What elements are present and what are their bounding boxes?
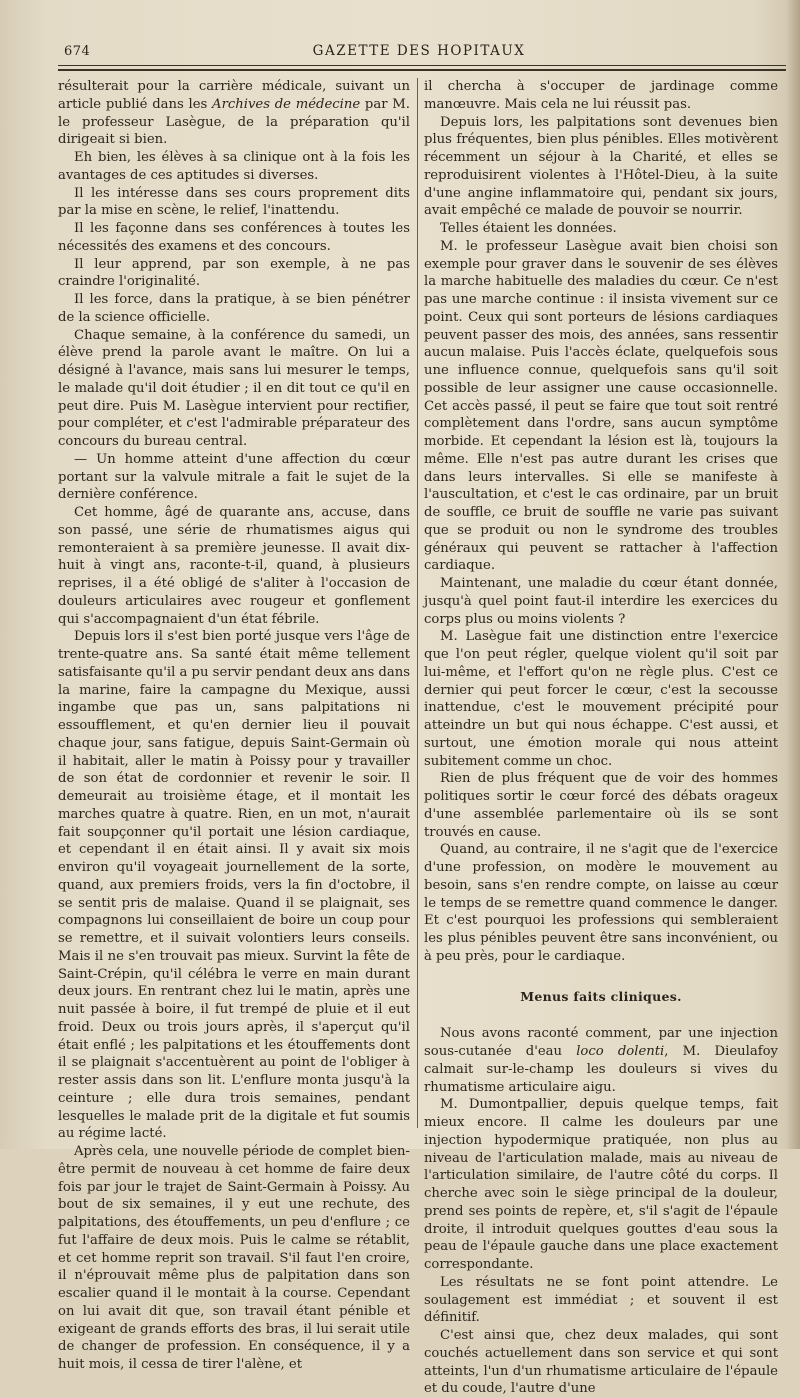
left-paragraph: Eh bien, les élèves à sa clinique ont à la fois les avantages de ces aptitudes si diverses.	[58, 150, 410, 183]
right-paragraph	[424, 1025, 778, 1096]
right-paragraph: Depuis lors, les palpitations sont devenues bien plus fréquentes, bien plus pénibles. Elles motivèrent récemment un séjour à la Charité, et elles se reproduisirent violentes à l'Hôtel-Dieu, à la suite d'une angine inflammatoire qui, pendant six jours, avait empêché ce malade de pouvoir se nourrir.	[424, 114, 778, 219]
paragraph-text: Nous avons raconté comment, par une injection sous-cutanée d'eau	[424, 1026, 778, 1059]
left-paragraph: Il les intéresse dans ses cours proprement dits par la mise en scène, le relief, l'inattendu.	[58, 185, 410, 219]
right-paragraph: Telles étaient les données.	[440, 221, 617, 236]
italic-phrase: loco dolenti	[576, 1044, 665, 1059]
left-paragraph: Après cela, une nouvelle période de complet bien-être permit de nouveau à cet homme de faire deux fois par jour le trajet de Saint-Germain à Poissy. Au bout de six semaines, il y eut une rechute, des palpitations, des étouffements, un peu d'enflure ; ce fut l'affaire de deux mois. Puis le calme se rétablit, et cet homme reprit son travail. S'il faut l'en croire, il n'éprouvait même plus de palpitation dans son escalier quand il le montait à la course. Cependant on lui avait dit que, son travail étant pénible et exigeant de grands efforts des bras, il lui serait utile de changer de profession. En conséquence, il y a huit mois, il cessa de tirer l'alène, et	[58, 1144, 410, 1372]
left-paragraph: Cet homme, âgé de quarante ans, accuse, dans son passé, une série de rhumatismes aigus qui remonteraient à sa première jeunesse. Il avait dix-huit à vingt ans, raconte-t-il, quand, à plusieurs reprises, il a été obligé de s'aliter à l'occasion de douleurs articulaires avec rougeur et gonflement qui s'accompagnaient d'un état fébrile.	[58, 505, 410, 627]
left-paragraph: Il les façonne dans ses conférences à toutes les nécessités des examens et des concours.	[58, 221, 410, 254]
left-paragraph: Il leur apprend, par son exemple, à ne pas craindre l'originalité.	[58, 256, 410, 290]
right-paragraph: M. Lasègue fait une distinction entre l'exercice que l'on peut régler, quelque violent qu'il soit par lui-même, et l'effort qu'on ne règle plus. C'est ce dernier qui peut forcer le cœur, c'est la secousse inattendue, c'est le mouvement précipité pour atteindre un but qui nous échappe. C'est aussi, et surtout, une émotion morale qui nous atteint subitement comme un choc.	[424, 629, 778, 769]
header-rule-thick	[58, 69, 786, 71]
right-paragraph: M. le professeur Lasègue avait bien choisi son exemple pour graver dans le souvenir de ses élèves la marche habituelle des maladies du cœur. Ce n'est pas une marche continue : il insista vivement sur ce point. Ceux qui sont porteurs de lésions cardiaques peuvent passer des mois, des années, sans ressentir aucun malaise. Puis l'accès éclate, quelquefois sous une influence connue, quelquefois sans qu'il soit possible de leur assigner une cause occasionnelle. Cet accès passé, il peut se faire que tout soit rentré complètement dans l'ordre, sans aucun symptôme morbide. Et cependant la lésion est là, toujours la même. Elle n'est pas autre durant les crises que dans leurs intervalles. Si elle se manifeste à l'auscultation, et c'est le cas ordinaire, par un bruit de souffle, ce bruit de souffle ne varie pas suivant que se produit ou non le syndrome des troubles généraux qui peuvent se rattacher à l'affection cardiaque.	[424, 238, 778, 574]
right-paragraph: C'est ainsi que, chez deux malades, qui sont couchés actuellement dans son service et qui sont atteints, l'un d'un rhumatisme articulaire de l'épaule et du coude, l'autre d'une	[424, 1328, 778, 1397]
left-column	[58, 78, 410, 1374]
page-header	[58, 40, 780, 62]
right-paragraph: Quand, au contraire, il ne s'agit que de l'exercice d'une profession, on modère le mouvement au besoin, sans s'en rendre compte, on laisse au cœur le temps de se remettre quand commence le danger. Et c'est pourquoi les professions qui sembleraient les plus pénibles peuvent être sans inconvénient, ou à peu près, pour le cardiaque.	[424, 842, 778, 964]
right-paragraph: Les résultats ne se font point attendre. Le soulagement est immédiat ; et souvent il est définitif.	[424, 1274, 778, 1326]
left-paragraph: résulterait pour la carrière médicale, suivant un article publié dans les Archives de médecine par M. le professeur Lasègue, de la préparation qu'il dirigeait si bien.	[58, 79, 410, 148]
left-paragraph: — Un homme atteint d'une affection du cœur portant sur la valvule mitrale a fait le sujet de la dernière conférence.	[58, 451, 410, 503]
right-paragraph: il chercha à s'occuper de jardinage comme manœuvre. Mais cela ne lui réussit pas.	[424, 79, 778, 112]
column-divider	[417, 78, 418, 1128]
paragraph-text: , M. Dieulafoy calmait sur-le-champ les douleurs si vives du rhumatisme articulaire aigu.	[424, 1044, 778, 1095]
journal-title: GAZETTE DES HOPITAUX	[312, 43, 526, 59]
page-edge-shadow	[786, 0, 800, 1149]
right-column	[424, 78, 778, 1398]
page-number: 674	[64, 44, 91, 59]
left-paragraph: Il les force, dans la pratique, à se bien pénétrer de la science officielle.	[58, 292, 410, 325]
right-paragraph: Maintenant, une maladie du cœur étant donnée, jusqu'à quel point faut-il interdire les exercices du corps plus ou moins violents ?	[424, 576, 778, 627]
left-paragraph: Depuis lors il s'est bien porté jusque vers l'âge de trente-quatre ans. Sa santé était même tellement satisfaisante qu'il a pu servir pendant deux ans dans la marine, faire la campagne du Mexique, aussi ingambe que pas un, sans palpitations ni essoufflement, et qu'en dernier lieu il pouvait chaque jour, sans fatigue, depuis Saint-Germain où il habitait, aller le matin à Poissy pour y travailler de son état de cordonnier et revenir le soir. Il demeurait au troisième étage, et il montait les marches quatre à quatre. Rien, en un mot, n'aurait fait soupçonner qu'il portait une lésion cardiaque, et cependant il en était ainsi. Il y avait six mois environ qu'il voyageait journellement de la sorte, quand, aux premiers froids, vers la fin d'octobre, il se sentit pris de malaise. Quand il se plaignait, ses compagnons lui conseillaient de boire un coup pour se remettre, et il suivait volontiers leurs conseils. Mais il ne s'en trouvait pas mieux. Survint la fête de Saint-Crépin, qu'il célébra le verre en main durant deux jours. En rentrant chez lui le matin, après une nuit passée à boire, il fut trempé de pluie et il eut froid. Deux ou trois jours après, il s'aperçut qu'il était enflé ; les palpitations et les étouffements dont il se plaignait s'accentuèrent au point de l'obliger à rester assis dans son lit. L'enflure monta jusqu'à la ceinture ; elle dura trois semaines, pendant lesquelles le malade prit de la digitale et fut soumis au régime lacté.	[58, 629, 410, 1142]
left-paragraph: Chaque semaine, à la conférence du samedi, un élève prend la parole avant le maître. On lui a désigné à l'avance, mais sans lui mesurer le temps, le malade qu'il doit étudier ; il en dit tout ce qu'il en peut dire. Puis M. Lasègue intervient pour rectifier, pour compléter, et c'est l'admirable préparateur des concours du bureau central.	[58, 327, 410, 449]
section-heading: Menus faits cliniques.	[520, 988, 682, 1004]
right-paragraph: M. Dumontpallier, depuis quelque temps, fait mieux encore. Il calme les douleurs par une injection hypodermique pratiquée, non plus au niveau de l'articulation malade, mais au niveau de l'articulation similaire, de l'autre côté du corps. Il cherche avec soin le siège principal de la douleur, prend ses points de repère, et, s'il s'agit de l'épaule droite, il introduit quelques gouttes d'eau sous la peau de l'épaule gauche dans une place exactement correspondante.	[424, 1097, 778, 1272]
right-paragraph: Rien de plus fréquent que de voir des hommes politiques sortir le cœur forcé des débats orageux d'une assemblée parlementaire où ils se sont trouvés en cause.	[424, 771, 778, 840]
header-rule-thin	[58, 65, 786, 66]
